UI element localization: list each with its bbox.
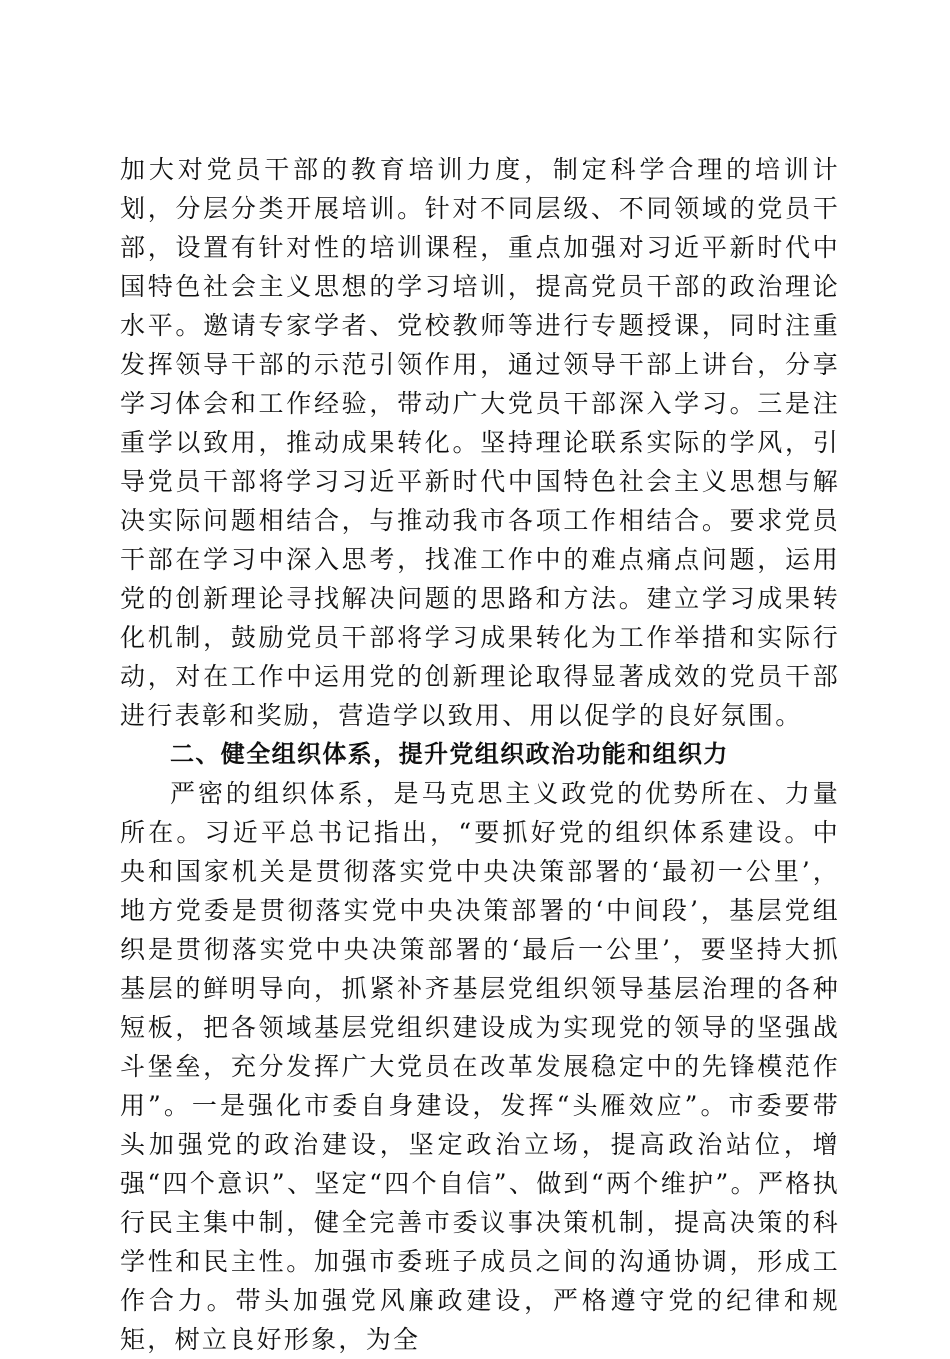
section-heading: 二、健全组织体系，提升党组织政治功能和组织力	[170, 740, 729, 768]
body-paragraph: 加大对党员干部的教育培训力度，制定科学合理的培训计划，分层分类开展培训。针对不同层级、不同领域的党员干部，设置有针对性的培训课程，重点加强对习近平新时代中国特色社会主义思想的学习培训，提高党员干部的政治理论水平。邀请专家学者、党校教师等进行专题授课，同时注重发挥领导干部的示范引领作用，通过领导干部上讲台，分享学习体会和工作经验，带动广大党员干部深入学习。三是注重学以致用，推动成果转化。坚持理论联系实际的学风，引导党员干部将学习习近平新时代中国特色社会主义思想与解决实际问题相结合，与推动我市各项工作相结合。要求党员干部在学习中深入思考，找准工作中的难点痛点问题，运用党的创新理论寻找解决问题的思路和方法。建立学习成果转化机制，鼓励党员干部将学习成果转化为工作举措和实际行动，对在工作中运用党的创新理论取得显著成效的党员干部进行表彰和奖励，营造学以致用、用以促学的良好氛围。	[120, 155, 840, 730]
document-body	[120, 150, 840, 1359]
body-paragraph: 严密的组织体系，是马克思主义政党的优势所在、力量所在。习近平总书记指出，“要抓好党的组织体系建设。中央和国家机关是贯彻落实党中央决策部署的‘最初一公里’，地方党委是贯彻落实党中央决策部署的‘中间段’，基层党组织是贯彻落实党中央决策部署的‘最后一公里’，要坚持大抓基层的鲜明导向，抓紧补齐基层党组织领导基层治理的各种短板，把各领域基层党组织建设成为实现党的领导的坚强战斗堡垒，充分发挥广大党员在改革发展稳定中的先锋模范作用”。一是强化市委自身建设，发挥“头雁效应”。市委要带头加强党的政治建设，坚定政治立场，提高政治站位，增强“四个意识”、坚定“四个自信”、做到“两个维护”。严格执行民主集中制，健全完善市委议事决策机制，提高决策的科学性和民主性。加强市委班子成员之间的沟通协调，形成工作合力。带头加强党风廉政建设，严格遵守党的纪律和规矩，树立良好形象，为全	[120, 779, 840, 1354]
